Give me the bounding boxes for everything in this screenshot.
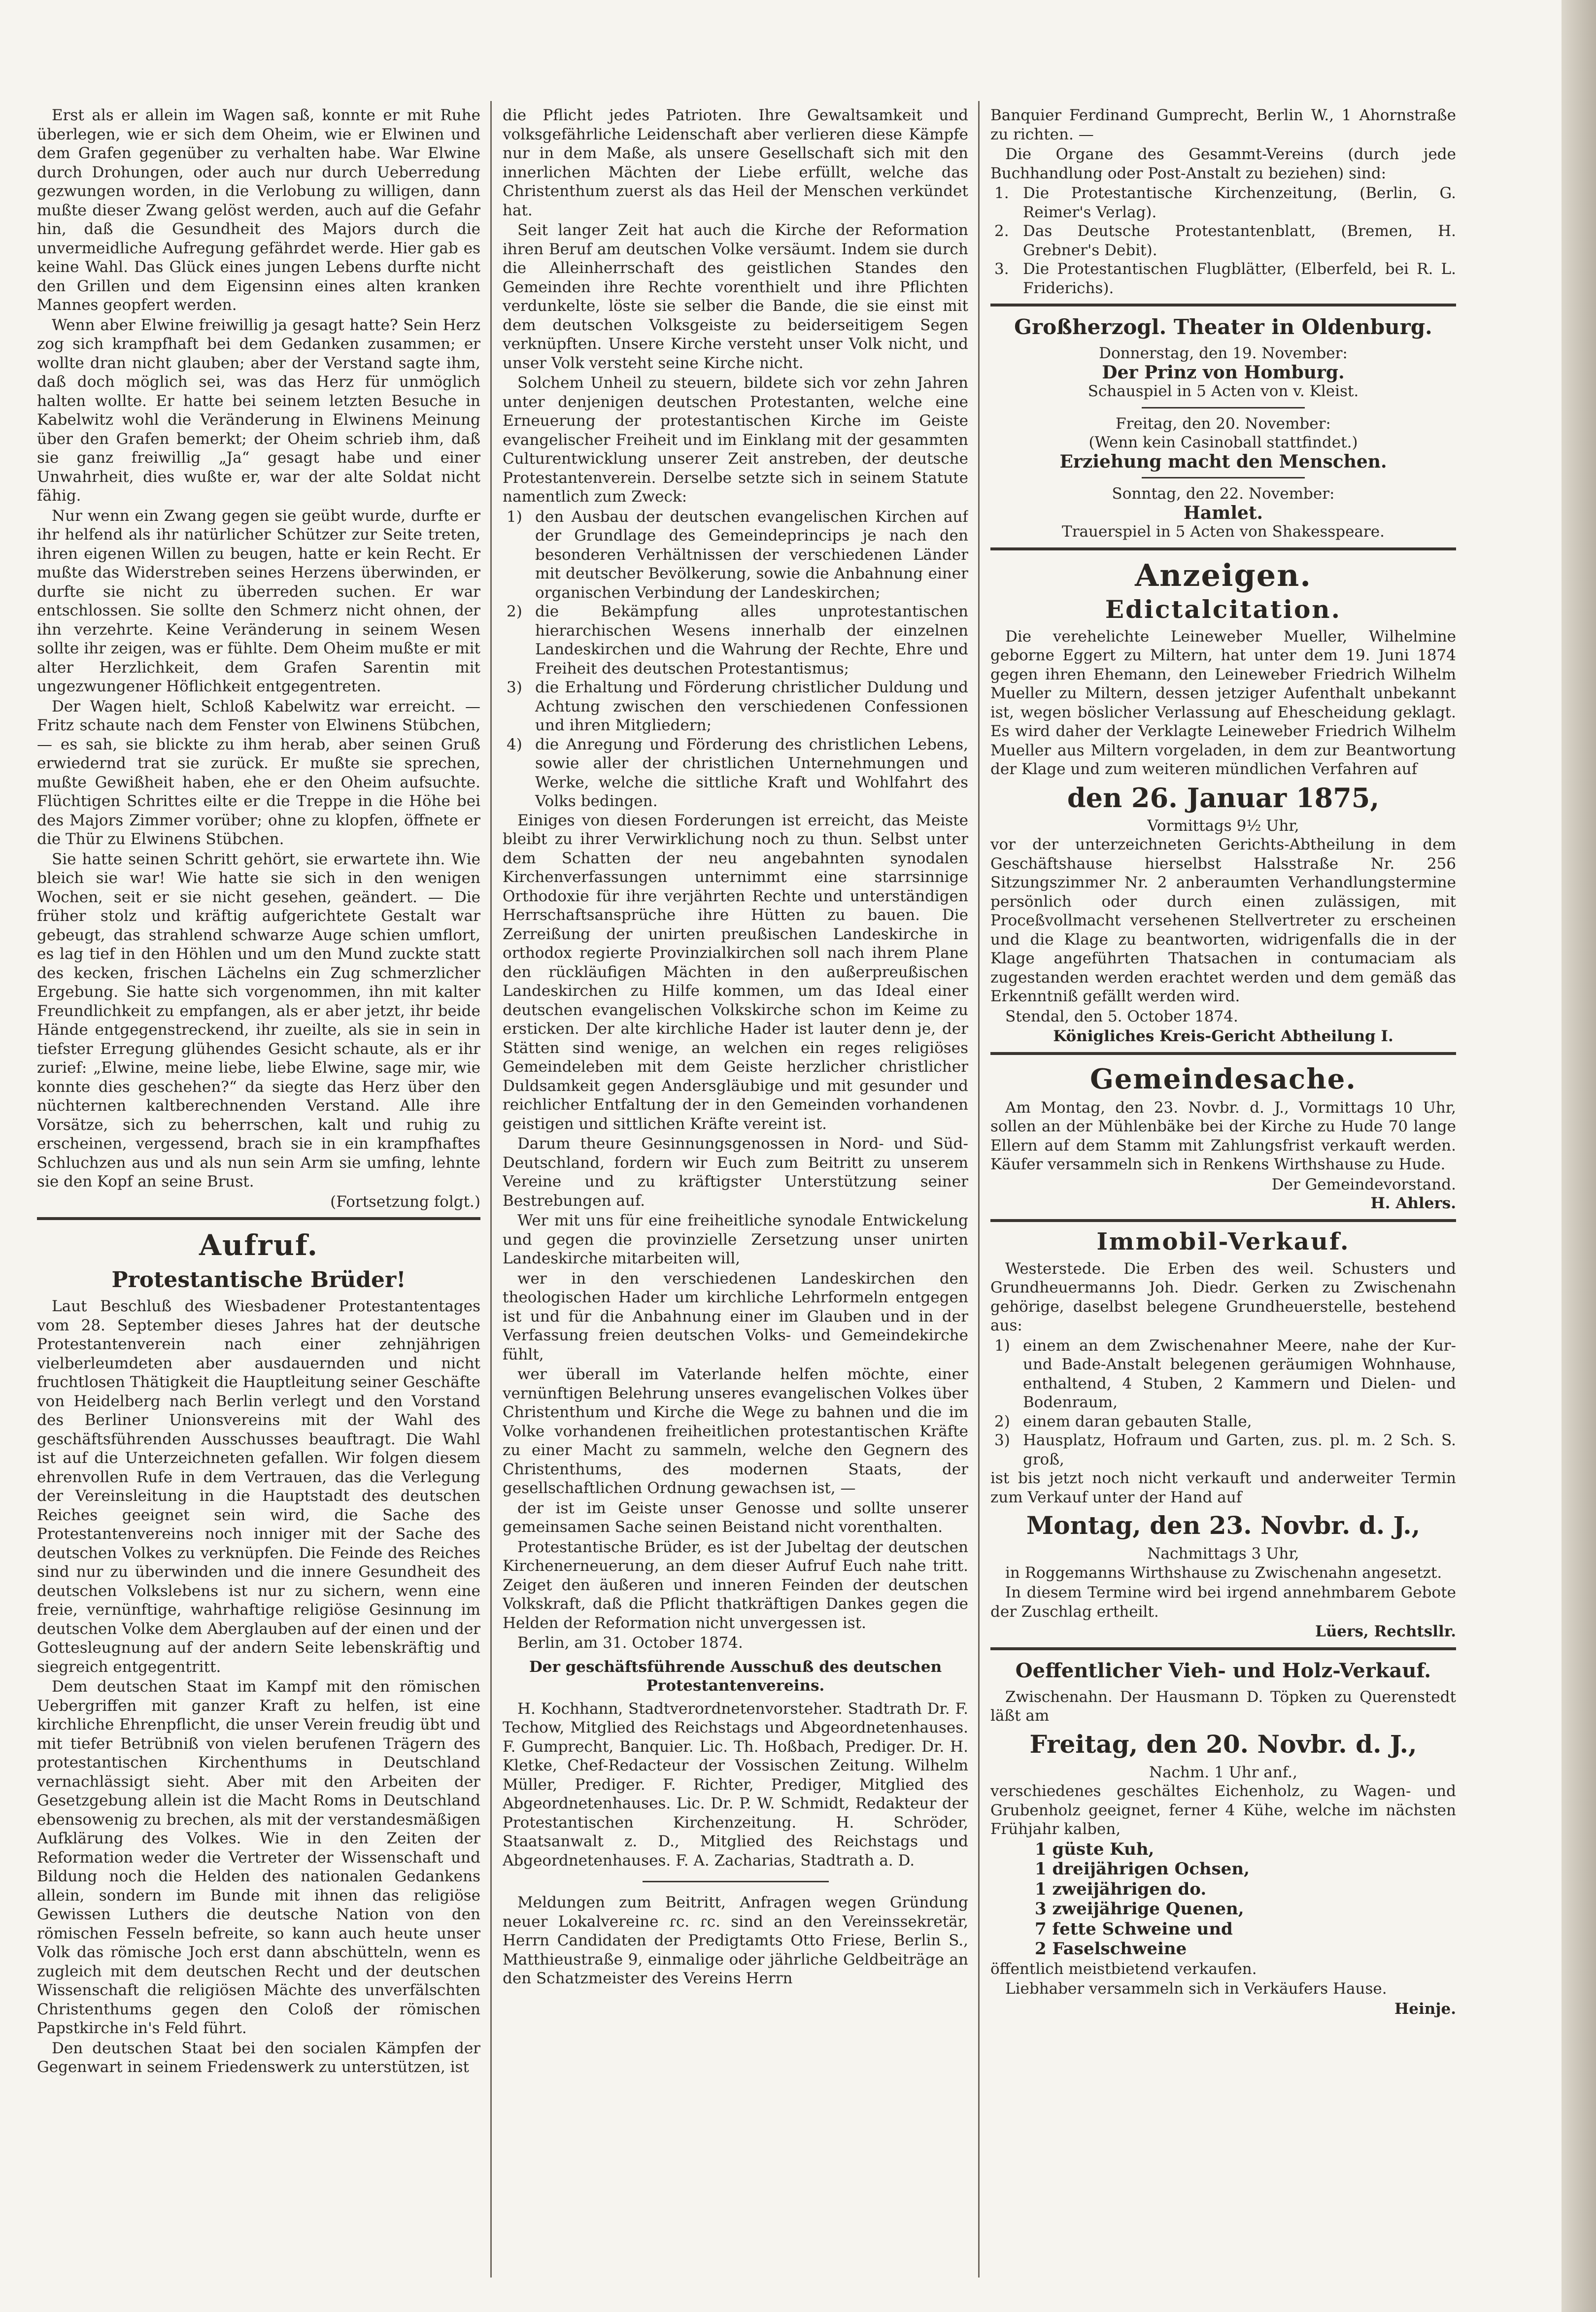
date-line: Berlin, am 31. October 1874. [517,1634,743,1652]
section-divider [990,1219,1456,1222]
edict-text: vor der unterzeichneten Gerichts-Abtheilung in dem Geschäftshause hierselbst Halsstraße Nr. 256 Sitzungszimmer Nr. 2 anberaumten Verhandlungstermine persönlich oder durch einen zulässigen, mit Proceßvollmacht versehenen Stellvertreter zu erscheinen und die Klage zu beantworten, widrigenfalls die in der Klage angeführten Thatsachen in contumaciam als zugestanden werden erachtet werden und dem gemäß das Erkenntniß gefällt werden wird. [990,836,1456,1005]
theater-day: Sonntag, den 22. November: [1112,485,1335,503]
column-middle [503,106,968,2273]
gemeinde-title: Gemeindesache. [1090,1062,1357,1095]
edict-court: Königliches Kreis-Gericht Abtheilung I. [1053,1027,1393,1045]
gemeinde-text: Am Montag, den 23. Novbr. d. J., Vormittags 10 Uhr, sollen an der Mühlenbäke bei der Kirche zu Hude 70 lange Ellern auf dem Stamm mit Zahlungsfrist verkauft werden. Käufer versammeln sich in Renkens Wirthshause zu Hude. [990,1098,1456,1173]
aufruf-paragraph: Solchem Unheil zu steuern, bildete sich vor zehn Jahren unter denjenigen deutschen Protestanten, welche eine Erneuerung der protestantischen Kirche im Geiste evangelischer Freiheit und im Einklang mit der gesammten Culturentwicklung unserer Zeit anstreben, der deutsche Protestantenverein. Derselbe setzte sich in seinem Statute namentlich zum Zweck: [503,374,968,506]
aufruf-paragraph: der ist im Geiste unser Genosse und sollte unserer gemeinsamen Sache seinen Beistand nicht vorenthalten. [503,1499,968,1536]
list-item: 2 Faselschweine [1035,1939,1187,1959]
short-divider [643,1881,829,1882]
edict-date: den 26. Januar 1875, [1067,782,1380,814]
edict-time: Vormittags 9½ Uhr, [1147,816,1299,835]
section-divider [990,1052,1456,1055]
immobil-ad [990,1229,1456,1641]
aufruf-paragraph: die Pflicht jedes Patrioten. Ihre Gewaltsamkeit und volksgefährliche Leidenschaft aber verlieren diese Kämpfe nur in dem Maße, als unsere Gesellschaft sich mit den innerlichen Mächten der Liebe erfüllt, welche das Christenthum zuerst als das Heil der Menschen verkündet hat. [503,106,968,219]
vieh-text: Liebhaber versammeln sich in Verkäufers Hause. [1005,1980,1387,1998]
immobil-time: Nachmittags 3 Uhr, [1147,1545,1299,1563]
gemeinde-sign: Der Gemeindevorstand. [1271,1175,1456,1193]
edict-text: Die verehelichte Leineweber Mueller, Wilhelmine geborne Eggert zu Miltern, hat unter dem 19. Juni 1874 gegen ihren Ehemann, den Leineweber Friedrich Wilhelm Mueller zu Miltern, dessen jetziger Aufenthalt unbekannt ist, wegen böslicher Verlassung auf Ehescheidung geklagt. Es wird daher der Verklagte Leineweber Friedrich Wilhelm Mueller aus Miltern vorgeladen, in dem zur Beantwortung der Klage und zum weiteren mündlichen Verfahren auf [990,627,1456,778]
section-divider [990,304,1456,306]
page-edge [1562,0,1596,2312]
vieh-ad [990,1657,1456,2019]
vieh-date: Freitag, den 20. Novbr. d. J., [1029,1729,1417,1759]
list-item: 3. Die Protestantischen Flugblätter, (Elberfeld, bei R. L. Friderichs). [994,260,1456,297]
aufruf-paragraph: Protestantische Brüder, es ist der Jubeltag der deutschen Kirchenerneuerung, an dem dieser Aufruf Euch nahe tritt. Zeiget den äußeren und inneren Feinden der deutschen Volkskraft, daß die Pflicht thatkräftigen Dankes gegen die Helden der Reformation nicht unvergessen ist. [503,1538,968,1632]
aufruf-paragraph: wer in den verschiedenen Landeskirchen den theologischen Hader um kirchliche Lehrformeln entgegen ist und für die Anbahnung einer im Glauben und in der Verfassung freien deutschen Volks- und Gemeindekirche fühlt, [503,1269,968,1363]
continuation-note: (Fortsetzung folgt.) [330,1192,480,1211]
edict-place: Stendal, den 5. October 1874. [1005,1007,1238,1025]
list-item: 3 zweijährige Quenen, [1035,1899,1244,1919]
vieh-text: öffentlich meistbietend verkaufen. [990,1960,1257,1978]
serial-story [37,106,480,1211]
theater-title: Großherzogl. Theater in Oldenburg. [1014,315,1432,339]
aufruf-paragraph: Darum theure Gesinnungsgenossen in Nord- und Süd-Deutschland, fordern wir Euch zum Beitritt zu unserem Vereine und zu kräftigster Unterstützung seiner Bestrebungen auf. [503,1135,968,1210]
list-item: 1) einem an dem Zwischenahner Meere, nahe der Kur- und Bade-Anstalt belegenen geräumigen Wohnhause, enthaltend, 4 Stuben, 2 Kammern und Dielen- und Bodenraum, [994,1336,1456,1411]
column-right [990,106,1456,2273]
column-left [37,106,480,2273]
story-paragraph: Erst als er allein im Wagen saß, konnte er mit Ruhe überlegen, wie er sich dem Oheim, wie er Elwinen und dem Grafen gegenüber zu verhalten habe. War Elwine durch Drohungen, oder auch nur durch Ueberredung gezwungen worden, in die Verlobung zu willigen, dann mußte dieser Zwang gelöst werden, auch auf die Gefahr hin, daß die Gesundheit des Majors durch die unvermeidliche Aufregung gefährdet werde. Hier gab es keine Wahl. Das Glück eines jungen Lebens durfte nicht den Grillen und dem Eigensinn eines alten kranken Mannes geopfert werden. [37,106,480,314]
aufruf-paragraph: Seit langer Zeit hat auch die Kirche der Reformation ihren Beruf am deutschen Volke versäumt. Indem sie durch die Alleinherrschaft des geistlichen Standes den Gemeinden ihre Rechte vorenthielt und ihre Pflichten verdunkelte, löste sie selber die Bande, die sie einst mit dem deutschen Volksgeiste zu beiderseitigem Segen verknüpften. Unsere Kirche versteht unser Volk nicht, und unser Volk versteht seine Kirche nicht. [503,221,968,372]
list-item: 1 dreijährigen Ochsen, [1035,1859,1250,1879]
aufruf-title: Aufruf. [199,1228,318,1262]
vieh-text: verschiedenes geschältes Eichenholz, zu Wagen- und Grubenholz geeignet, ferner 4 Kühe, welche im nächsten Frühjahr kalben, [990,1782,1456,1838]
immobil-text: in Roggemanns Wirthshause zu Zwischenahn angesetzt. [1005,1564,1442,1582]
section-divider [990,547,1456,550]
theater-note: (Wenn kein Casinoball stattfindet.) [1088,434,1358,451]
statute-list [503,508,968,811]
list-item: 2) einem daran gebauten Stalle, [994,1412,1252,1430]
theater-play-sub: Trauerspiel in 5 Acten von Shakesspeare. [1062,523,1385,541]
theater-play-sub: Schauspiel in 5 Acten von v. Kleist. [1087,382,1359,400]
aufruf-paragraph: Wer mit uns für eine freiheitliche synodale Entwickelung und gegen die provinzielle Zersetzung unser unirten Landeskirche mitarbeiten will, [503,1212,968,1267]
story-paragraph: Der Wagen hielt, Schloß Kabelwitz war erreicht. — Fritz schaute nach dem Fenster von Elwinens Stübchen, — es sah, sie blickte zu ihm herab, aber seinen Gruß erwiedernd trat sie zurück. Er mußte sie sprechen, mußte Gewißheit haben, ehe er den Oheim aufsuchte. Flüchtigen Schrittes eilte er die Treppe in die Höhe bei des Majors Zimmer vorüber; ohne zu klopfen, öffnete er die Thür zu Elwinens Stübchen. [37,697,480,848]
list-item: 3) die Erhaltung und Förderung christlicher Duldung und Achtung zwischen den verschiedenen Confessionen und ihren Mitgliedern; [507,679,968,734]
aufruf-paragraph: Dem deutschen Staat im Kampf mit den römischen Uebergriffen mit ganzer Kraft zu helfen, ist eine kirchliche Ehrenpflicht, die unser Verein freudig übt und mit tiefer Betrübniß von vielen berufenen Trägern des protestantischen Kirchenthums in Deutschland vernachlässigt sieht. Aber mit den Arbeiten der Gesetzgebung allein ist die Macht Roms in Deutschland ebensowenig zu brechen, als mit der verstandesmäßigen Aufklärung des Volkes. Wie in den Zeiten der Reformation weder die Vertreter der Wissenschaft und Bildung noch die Helden des nationalen Gedankens allein, sondern im Bunde mit ihnen das religiöse Gewissen Luthers die deutsche Nation von den römischen Fesseln befreite, so kann auch heute unser Volk das römische Joch erst dann abschütteln, wenn es zugleich mit dem deutschen Recht und der deutschen Wissenschaft die religiösen Mächte des unverfälschten Christenthums gegen den Coloß der römischen Papstkirche in's Feld führt. [37,1678,480,2037]
theater-ad [990,313,1456,542]
list-item: 7 fette Schweine und [1035,1919,1233,1939]
vieh-text: Zwischenahn. Der Hausmann D. Töpken zu Querenstedt läßt am [990,1688,1456,1725]
list-item: 3) Hausplatz, Hofraum und Garten, zus. pl. m. 2 Sch. S. groß, [994,1431,1456,1468]
immobil-date: Montag, den 23. Novbr. d. J., [1026,1511,1421,1540]
aufruf-paragraph: wer überall im Vaterlande helfen möchte, einer vernünftigen Belehrung unseres evangelischen Volkes über Christenthum und Kirche die Wege zu bahnen und die im Volke vorhandenen freiheitlichen protestantischen Kräfte zu einer Macht zu sammeln, welche den Gegnern des Christenthums, des modernen Staats, der gesellschaftlichen Ordnung gewachsen ist, — [503,1365,968,1497]
intro-line: Die Organe des Gesammt-Vereins (durch jede Buchhandlung oder Post-Anstalt zu beziehen) sind: [990,145,1456,182]
list-item: 1 güste Kuh, [1035,1839,1155,1859]
edict-title: Edictalcitation. [1105,594,1342,624]
immobil-sign: Lüers, Rechtsllr. [1315,1623,1456,1640]
committee-members: H. Kochhann, Stadtverordnetenvorsteher. Stadtrath Dr. F. Techow, Mitglied des Reichstags und Abgeordnetenhauses. F. Gumprecht, Banquier. Lic. Th. Hoßbach, Prediger. Dr. H. Kletke, Chef-Redacteur der Vossischen Zeitung. Wilhelm Müller, Prediger. F. Richter, Prediger, Mitglied des Abgeordnetenhauses. Lic. Dr. P. W. Schmidt, Redakteur der Protestantischen Kirchenzeitung. H. Schröder, Staatsanwalt z. D., Mitglied des Reichstags und Abgeordnetenhauses. F. A. Zacharias, Stadtrath a. D. [503,1700,968,1870]
story-paragraph: Wenn aber Elwine freiwillig ja gesagt hatte? Sein Herz zog sich krampfhaft bei dem Gedanken zusammen; er wollte dran nicht glauben; aber der Verstand sagte ihm, daß doch möglich sei, was das Herz für unmöglich halten wollte. Er hatte bei seinem letzten Besuche in Kabelwitz wohl die Veränderung in Elwinens Meinung über den Grafen bemerkt; der Oheim schrieb ihm, daß sie ganz freiwillig „Ja“ gesagt habe und einer Unwahrheit, dies wußte er, war der alte Soldat nicht fähig. [37,316,480,505]
edict-ad [990,594,1456,1046]
gemeinde-ad [990,1062,1456,1213]
list-item: 4) die Anregung und Förderung des christlichen Lebens, sowie aller der christlichen Unternehmungen und Werke, welche die sittliche Kraft und Wohlfahrt des Volks bedingen. [507,735,968,810]
theater-play: Erziehung macht den Menschen. [1059,451,1387,472]
story-paragraph: Sie hatte seinen Schritt gehört, sie erwartete ihn. Wie bleich sie war! Wie hatte sie sich in den wenigen Wochen, seit er sie nicht gesehen, geändert. — Die früher stolz und kräftig aufgerichtete Gestalt war gebeugt, das strahlend schwarze Auge schien umflort, es lag tief in den Höhlen und um den Mund zuckte statt des kecken, frischen Lächelns ein Zug schmerzlicher Ergebung. Sie hatte sich vorgenommen, ihn mit kalter Freundlichkeit zu empfangen, als er aber jetzt, ihr beide Hände entgegenstreckend, ihr zueilte, als sie in sein in tiefster Erregung glühendes Gesicht schaute, als er ihr zurief: „Elwine, meine liebe, liebe Elwine, sage mir, wie konnte dies geschehen?“ da siegte das Herz über den nüchternen kaltberechnenden Verstand. Alle ihre Vorsätze, sich zu beherrschen, kalt und ruhig zu erscheinen, vergessend, brach sie in ein krampfhaftes Schluchzen aus und als nun sein Arm sie umfing, lehnte sie den Kopf an seine Brust. [37,850,480,1190]
aufruf-paragraph: Den deutschen Staat bei den socialen Kämpfen der Gegenwart in seinem Friedenswerk zu unterstützen, ist [37,2039,480,2076]
story-paragraph: Nur wenn ein Zwang gegen sie geübt wurde, durfte er ihr helfend als ihr natürlicher Schützer zur Seite treten, ihren eigenen Willen zu beugen, hatte er kein Recht. Er mußte das Widerstreben seines Herzens überwinden, er durfte sie nicht zu überreden suchen. Er war entschlossen. Sie sollte den Schmerz nicht ohnen, der ihn verzehrte. Keine Veränderung in seinem Wesen sollte ihr zeigen, was er fühlte. Dem Oheim mußte er mit alter Herzlichkeit, dem Grafen Sarentin mit ungezwungener Höflichkeit entgegentreten. [37,507,480,695]
aufruf-paragraph: Einiges von diesen Forderungen ist erreicht, das Meiste bleibt zu ihrer Verwirklichung noch zu thun. Selbst unter dem Schatten der neu angebahnten synodalen Kirchenverfassungen unternimmt eine starrsinnige Orthodoxie für ihre verjährten Rechte und unterständigen Herrschaftsansprüche ihre Hütten zu bauen. Die Zerreißung der unirten preußischen Landeskirche in orthodox regierte Provinzialkirchen soll nach ihrem Plane den rückläufigen Mächten in den außerpreußischen Landeskirchen zu Hilfe kommen, um das Ideal einer deutschen evangelischen Volkskirche schon im Keime zu ersticken. Der alte kirchliche Hader ist lauter denn je, der Stätten sind wenige, an welchen ein reges religiöses Gemeindeleben mit dem Geiste herzlicher christlicher Duldsamkeit gegen Andersgläubige und mit gesunder und reichlicher Entfaltung der in den Gemeinden vorhandenen geistigen und sittlichen Kräfte vereint ist. [503,811,968,1133]
vieh-time: Nachm. 1 Uhr anf., [1149,1763,1297,1781]
theater-play: Der Prinz von Homburg. [1102,362,1345,383]
immobil-text: Westerstede. Die Erben des weil. Schusters und Grundheuermanns Joh. Diedr. Gerken zu Zwischenahn gehörige, daselbst belegene Grundheuerstelle, bestehend aus: [990,1259,1456,1334]
section-divider [37,1217,480,1220]
list-item: 1 zweijährigen do. [1035,1879,1207,1899]
aufruf-subtitle: Protestantische Brüder! [111,1267,406,1292]
theater-day: Donnerstag, den 19. November: [1099,344,1348,362]
theater-play: Hamlet. [1183,502,1263,523]
immobil-text: ist bis jetzt noch nicht verkauft und anderweiter Termin zum Verkauf unter der Hand auf [990,1469,1456,1506]
column-rule-1 [490,101,492,2278]
section-divider [990,1647,1456,1650]
list-item: 1. Die Protestantische Kirchenzeitung, (Berlin, G. Reimer's Verlag). [994,184,1456,221]
list-item: 1) den Ausbau der deutschen evangelischen Kirchen auf der Grundlage des Gemeindeprincips je nach den besonderen Verhältnissen der verschiedenen Länder mit deutscher Bevölkerung, sowie die Anbahnung einer organischen Verbindung der Landeskirchen; [507,508,968,602]
committee-title: Der geschäftsführende Ausschuß des deutschen Protestantenvereins. [529,1658,942,1695]
vieh-sign: Heinje. [1394,2000,1456,2018]
immobil-text: In diesem Termine wird bei irgend annehmbarem Gebote der Zuschlag ertheilt. [990,1584,1456,1621]
vieh-title: Oeffentlicher Vieh- und Holz-Verkauf. [1015,1659,1431,1682]
theater-day: Freitag, den 20. November: [1116,414,1331,433]
list-item: 2. Das Deutsche Protestantenblatt, (Bremen, H. Grebner's Debit). [994,222,1456,259]
anzeigen-title: Anzeigen. [1135,557,1312,593]
aufruf-paragraph: Laut Beschluß des Wiesbadener Protestantentages vom 28. September dieses Jahres hat der deutsche Protestantenverein nach einer zehnjährigen vielberleumdeten aber ausdauernden und nicht fruchtlosen Thätigkeit die Hauptleitung seiner Geschäfte von Heidelberg nach Berlin verlegt und den Vorstand des Berliner Unionsvereins mit der Wahl des geschäftsführenden Ausschusses beauftragt. Die Wahl ist auf die Unterzeichneten gefallen. Wir folgen diesem ehrenvollen Rufe in dem Vertrauen, das die Verlegung der Vereinsleitung in die Hauptstadt des deutschen Reiches geeignet sein wird, die Sache des Protestantenvereins noch inniger mit der Sache des deutschen Volkes zu verknüpfen. Die Feinde des Reiches sind nur zu überwinden und die innere Gesundheit des deutschen Volkslebens ist nur zu sichern, wenn eine freie, vernünftige, wahrhaftige religiöse Gesinnung im deutschen Volke dem Aberglauben auf der einen und der Gottesleugnung auf der andern Seite lebenskräftig und siegreich entgegentritt. [37,1297,480,1676]
list-item: 2) die Bekämpfung alles unprotestantischen hierarchischen Wesens innerhalb der einzelnen Landeskirchen und die Wahrung der Rechte, Ehre und Freiheit des deutschen Protestantismus; [507,603,968,678]
meldungen-paragraph: Meldungen zum Beitritt, Anfragen wegen Gründung neuer Lokalvereine ɾc. ɾc. sind an den Vereinssekretär, Herrn Candidaten der Predigtamts Otto Friese, Berlin S., Matthieustraße 9, einmalige oder jährliche Geldbeiträge an den Schatzmeister des Vereins Herrn [503,1894,968,1987]
column-rule-2 [978,101,980,2278]
immobil-title: Immobil-Verkauf. [1096,1227,1350,1256]
livestock-list [990,1840,1456,1959]
gemeinde-sign: H. Ahlers. [1370,1194,1456,1212]
intro-line: Banquier Ferdinand Gumprecht, Berlin W., 1 Ahornstraße zu richten. — [990,106,1456,143]
